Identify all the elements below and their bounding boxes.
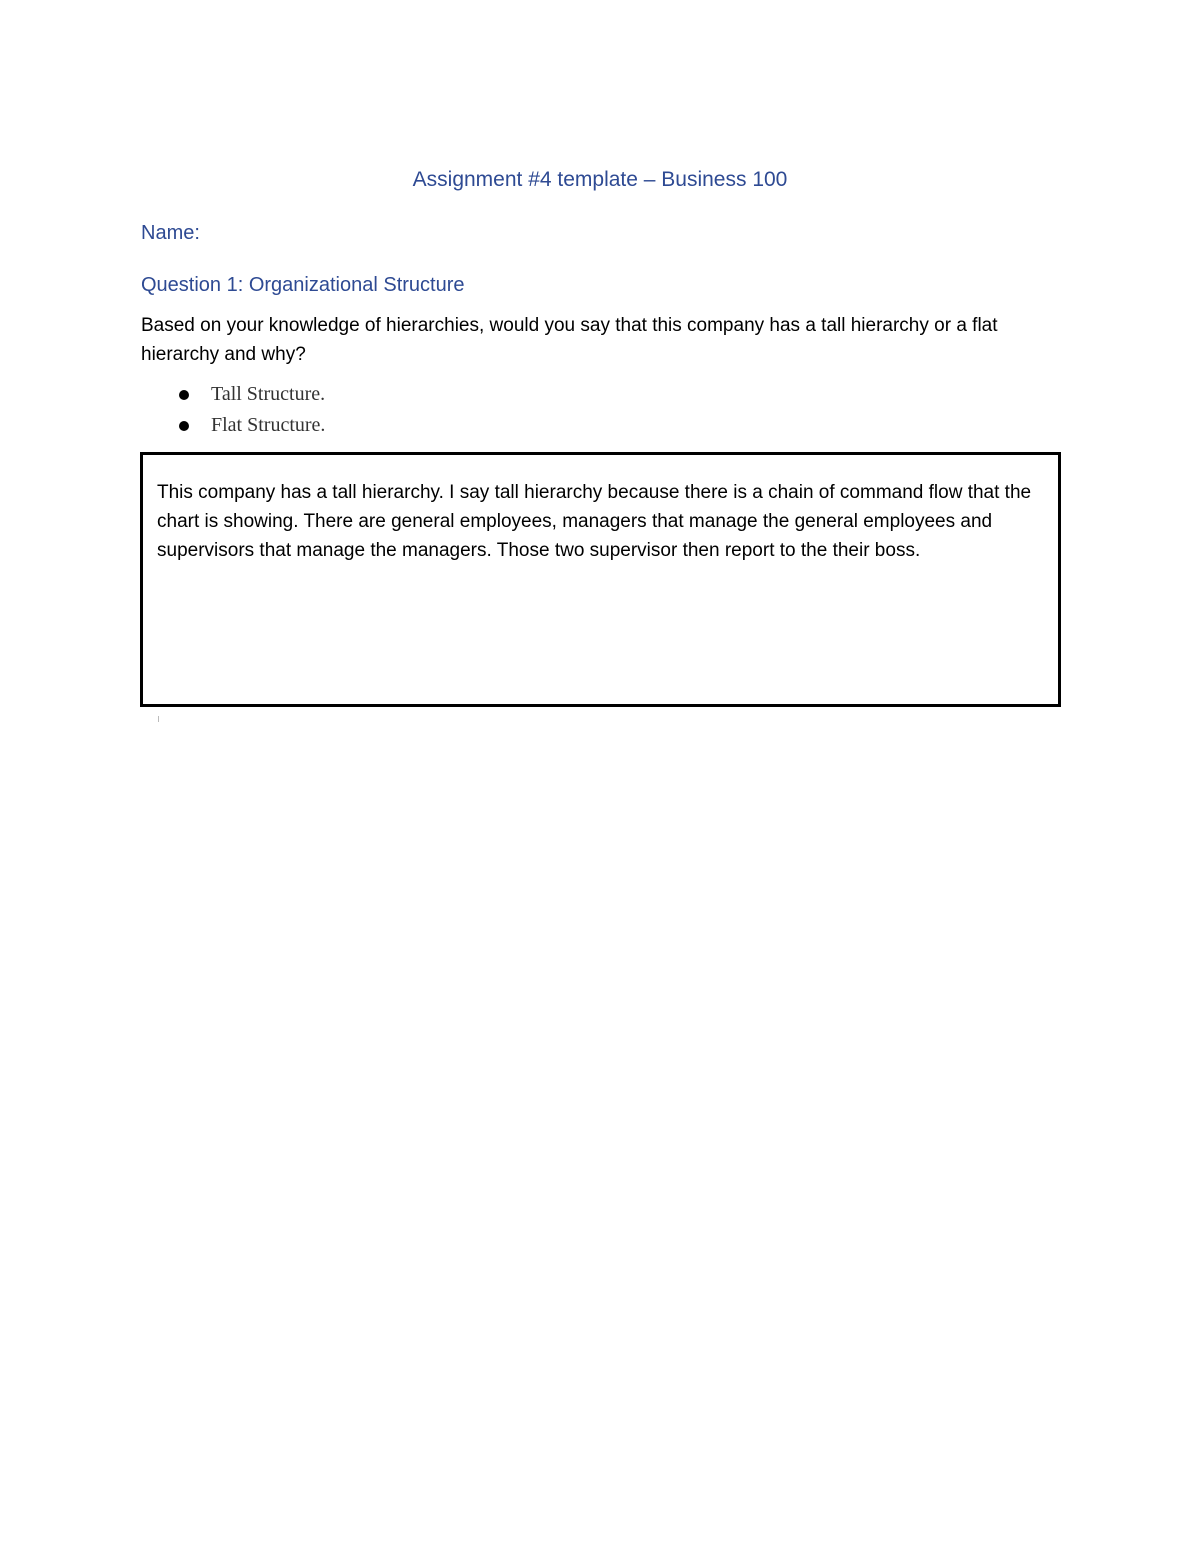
answer-box[interactable]	[140, 452, 1061, 707]
document-title: Assignment #4 template – Business 100	[412, 168, 788, 191]
question-text: Based on your knowledge of hierarchies, would you say that this company has a tall hierarchy or a flat hierarchy and why?	[141, 315, 998, 365]
answer-text: This company has a tall hierarchy. I say tall hierarchy because there is a chain of command flow that the chart is showing. There are general employees, managers that manage the general employees and supervisors that manage the managers. Those two supervisor then report to the their boss.	[157, 482, 1032, 561]
bullet-icon	[179, 421, 189, 431]
option-label: Tall Structure.	[211, 383, 326, 405]
bullet-icon	[179, 390, 189, 400]
option-item	[176, 410, 325, 441]
options-list	[176, 379, 325, 441]
name-label: Name:	[141, 222, 200, 244]
option-item	[176, 379, 325, 410]
text-cursor-mark	[158, 716, 159, 722]
option-label: Flat Structure.	[211, 414, 326, 436]
question-heading: Question 1: Organizational Structure	[141, 274, 465, 296]
